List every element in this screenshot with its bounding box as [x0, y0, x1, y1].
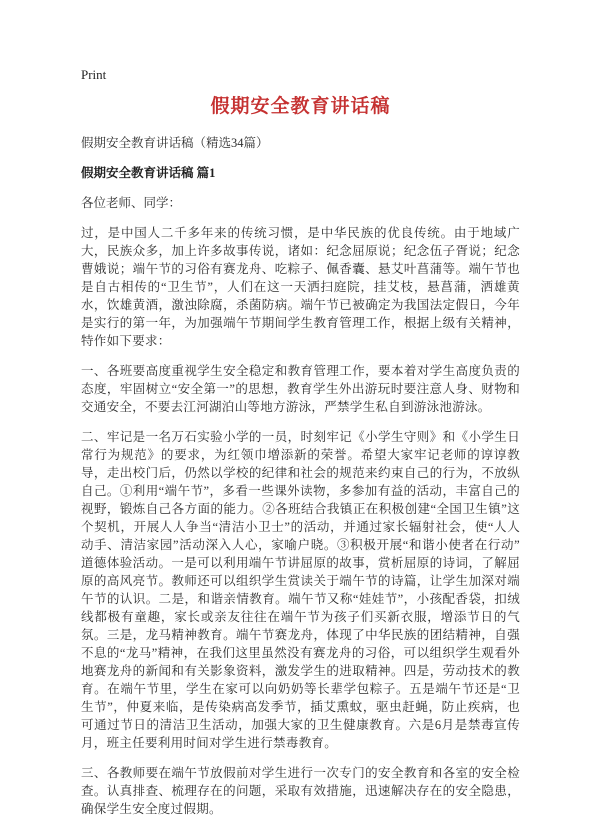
- paragraph-intro: 过，是中国人二千多年来的传统习惯，是中华民族的优良传统。由于地域广大，民族众多，加上许多故事传说，诸如：纪念屈原说；纪念伍子胥说；纪念曹娥说；端午节的习俗有赛龙舟、吃粽子、佩香囊、悬艾叶菖蒲等。端午节也是自古相传的“卫生节”，人们在这一天洒扫庭院，挂艾枝，悬菖蒲，洒雄黄水，饮雄黄酒，激浊除腐，杀菌防病。端午节已被确定为我国法定假日，今年是实行的第一年，为加强端午节期间学生教育管理工作，根据上级有关精神，特作如下要求：: [81, 225, 520, 348]
- print-link[interactable]: Print: [81, 67, 107, 82]
- paragraph-point-1: 一、各班要高度重视学生安全稳定和教育管理工作，要本着对学生高度负责的态度，牢固树立“安全第一”的思想，教育学生外出游玩时要注意人身、财物和交通安全，不要去江河湖泊山等地方游泳，严禁学生私自到游泳池游泳。: [81, 363, 520, 414]
- section-heading-part1: 假期安全教育讲话稿 篇1: [81, 165, 216, 180]
- document-subtitle: 假期安全教育讲话稿（精选34篇）: [81, 135, 269, 150]
- paragraph-point-2: 二、牢记是一名万石实验小学的一员，时刻牢记《小学生守则》和《小学生日常行为规范》的要求，为红领巾增添新的荣誉。希望大家牢记老师的谆谆教导，走出校门后，仍然以学校的纪律和社会的规范来约束自己的行为，不放纵自己。①利用“端午节”，多看一些课外读物，多参加有益的活动，丰富自己的视野，锻炼自己各方面的能力。②各班结合我镇正在积极创建“全国卫生镇”这个契机，开展人人争当“清洁小卫士”的活动，并通过家长辐射社会，使“人人动手、清洁家园”活动深入人心，家喻户晓。③积极开展“和谐小使者在行动”道德体验活动。一是可以利用端午节讲屈原的故事，赏析屈原的诗词，了解屈原的高风亮节。教师还可以组织学生赏读关于端午节的诗篇，让学生加深对端午节的认识。二是，和谐亲情教育。端午节又称“娃娃节”，小孩配香袋，扣绒线都极有童趣，家长或亲友往往在端午节为孩子们买新衣服，增添节日的气氛。三是，龙马精神教育。端午节赛龙舟，体现了中华民族的团结精神，自强不息的“龙马”精神，在我们这里虽然没有赛龙舟的习俗，可以组织学生观看外地赛龙舟的新闻和有关影象资料，激发学生的进取精神。四是，劳动技术的教育。在端午节里，学生在家可以向奶奶等长辈学包粽子。五是端午节还是“卫生节”，仲夏来临，是传染病高发季节，插艾熏蚊，驱虫赶蝇，防止疾病，也可通过节日的清洁卫生活动，加强大家的卫生健康教育。六是6月是禁毒宣传月，班主任要利用时间对学生进行禁毒教育。: [81, 429, 520, 750]
- document-title: 假期安全教育讲话稿: [210, 96, 391, 117]
- greeting-line: 各位老师、同学：: [81, 195, 182, 210]
- paragraph-point-3: 三、各教师要在端午节放假前对学生进行一次专门的安全教育和各室的安全检查。认真排查、梳理存在的问题，采取有效措施，迅速解决存在的安全隐患，确保学生安全度过假期。: [81, 765, 520, 816]
